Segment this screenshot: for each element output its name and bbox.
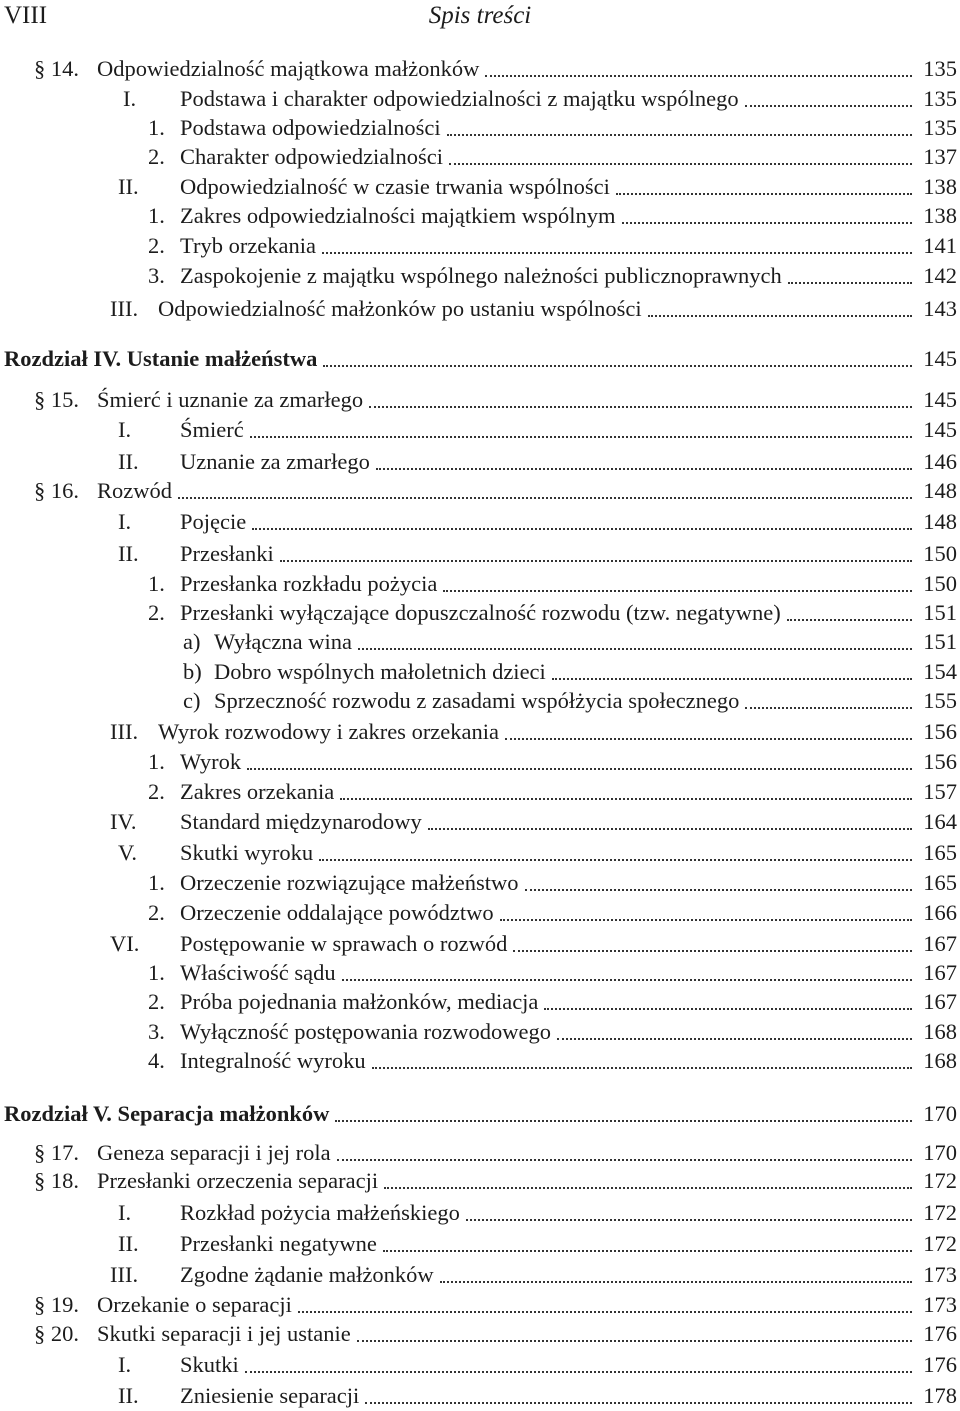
- entry-title: Skutki wyroku: [180, 838, 317, 868]
- entry-title: Zakres odpowiedzialności majątkiem wspólnym: [180, 201, 620, 231]
- dot-leader: [557, 1038, 912, 1040]
- entry-number: 2.: [148, 233, 165, 258]
- dot-leader: [788, 282, 913, 284]
- entry-page-number: 176: [920, 1350, 957, 1380]
- entry-title: Charakter odpowiedzialności: [180, 142, 447, 172]
- entry-title: Zniesienie separacji: [180, 1381, 363, 1411]
- dot-leader: [447, 134, 913, 136]
- entry-page-number: 138: [920, 172, 957, 202]
- entry-title: Orzeczenie rozwiązujące małżeństwo: [180, 868, 523, 898]
- dot-leader: [178, 497, 912, 499]
- entry-page-number: 173: [920, 1260, 957, 1290]
- entry-page-number: 150: [920, 569, 957, 599]
- toc-entry: [0, 569, 960, 599]
- toc-entry: [0, 1260, 960, 1290]
- dot-leader: [500, 919, 913, 921]
- toc-entry: [0, 539, 960, 569]
- toc-entry: [0, 294, 960, 324]
- entry-number: I.: [118, 417, 132, 442]
- entry-title: Przesłanki wyłączające dopuszczalność rozwodu (tzw. negatywne): [180, 598, 785, 628]
- toc-entry: [0, 54, 960, 84]
- entry-number: § 18.: [34, 1168, 79, 1193]
- entry-title: Przesłanki orzeczenia separacji: [97, 1166, 382, 1196]
- dot-leader: [745, 707, 912, 709]
- dot-leader: [369, 406, 912, 408]
- entry-number: V.: [118, 840, 137, 865]
- toc-entry: [0, 415, 960, 445]
- entry-title: Standard międzynarodowy: [180, 807, 426, 837]
- dot-leader: [745, 105, 913, 107]
- entry-title: Zakres orzekania: [180, 777, 338, 807]
- toc-entry: [0, 1290, 960, 1320]
- entry-page-number: 150: [920, 539, 957, 569]
- toc-entry: [0, 1381, 960, 1411]
- dot-leader: [513, 950, 912, 952]
- entry-title: Przesłanka rozkładu pożycia: [180, 569, 441, 599]
- entry-number: § 14.: [34, 56, 79, 81]
- entry-number: II.: [118, 174, 139, 199]
- toc-entry: [0, 838, 960, 868]
- dot-leader: [505, 738, 912, 740]
- dot-leader: [648, 315, 913, 317]
- page-number: VIII: [4, 2, 48, 29]
- entry-title: Odpowiedzialność małżonków po ustaniu wspólności: [158, 294, 646, 324]
- entry-number: 1.: [148, 749, 165, 774]
- dot-leader: [622, 222, 913, 224]
- entry-number: 3.: [148, 1019, 165, 1044]
- dot-leader: [440, 1281, 913, 1283]
- entry-page-number: 155: [920, 686, 957, 716]
- dot-leader: [365, 1402, 912, 1404]
- dot-leader: [280, 560, 913, 562]
- toc-entry: [0, 657, 960, 687]
- entry-number: III.: [110, 719, 139, 744]
- toc-entry: [0, 717, 960, 747]
- entry-page-number: 135: [920, 54, 957, 84]
- entry-number: III.: [110, 296, 139, 321]
- entry-page-number: 165: [920, 868, 957, 898]
- dot-leader: [342, 979, 913, 981]
- entry-number: 1.: [148, 571, 165, 596]
- dot-leader: [466, 1219, 912, 1221]
- entry-number: § 17.: [34, 1140, 79, 1165]
- entry-page-number: 135: [920, 113, 957, 143]
- entry-title: Tryb orzekania: [180, 231, 320, 261]
- entry-number: I.: [118, 509, 132, 534]
- entry-title: Dobro wspólnych małoletnich dzieci: [214, 657, 550, 687]
- entry-page-number: 176: [920, 1319, 957, 1349]
- entry-title: Śmierć i uznanie za zmarłego: [97, 385, 367, 415]
- entry-number: I.: [123, 86, 137, 111]
- dot-leader: [319, 859, 912, 861]
- entry-number: 4.: [148, 1048, 165, 1073]
- entry-number: b): [183, 659, 202, 684]
- page-header: [0, 0, 960, 34]
- toc-entry: [0, 507, 960, 537]
- entry-number: 1.: [148, 870, 165, 895]
- dot-leader: [787, 619, 912, 621]
- dot-leader: [340, 798, 912, 800]
- dot-leader: [322, 252, 912, 254]
- entry-number: 2.: [148, 144, 165, 169]
- dot-leader: [337, 1159, 913, 1161]
- toc-entry: [0, 747, 960, 777]
- entry-number: § 15.: [34, 387, 79, 412]
- toc-entry: [0, 686, 960, 716]
- dot-leader: [357, 1340, 913, 1342]
- entry-number: IV.: [110, 809, 137, 834]
- dot-leader: [247, 768, 912, 770]
- entry-title: Sprzeczność rozwodu z zasadami współżycia społecznego: [214, 686, 743, 716]
- entry-page-number: 151: [920, 627, 957, 657]
- toc-entry: [0, 113, 960, 143]
- entry-page-number: 172: [920, 1198, 957, 1228]
- entry-number: a): [183, 629, 201, 654]
- dot-leader: [250, 436, 913, 438]
- toc-entry: [0, 598, 960, 628]
- toc-entry: [0, 929, 960, 959]
- toc-entry: [0, 447, 960, 477]
- entry-title: Orzekanie o separacji: [97, 1290, 296, 1320]
- entry-number: 1.: [148, 115, 165, 140]
- toc-entry: [0, 898, 960, 928]
- entry-number: 2.: [148, 600, 165, 625]
- toc-entry: [0, 1198, 960, 1228]
- toc-entry: [0, 142, 960, 172]
- entry-title: Rozkład pożycia małżeńskiego: [180, 1198, 464, 1228]
- entry-page-number: 168: [920, 1046, 957, 1076]
- entry-page-number: 151: [920, 598, 957, 628]
- entry-page-number: 142: [920, 261, 957, 291]
- entry-page-number: 170: [920, 1138, 957, 1168]
- toc-entry: [0, 1046, 960, 1076]
- entry-title: Wyłączność postępowania rozwodowego: [180, 1017, 555, 1047]
- entry-title: Integralność wyroku: [180, 1046, 370, 1076]
- entry-page-number: 167: [920, 987, 957, 1017]
- entry-number: 2.: [148, 779, 165, 804]
- entry-number: 1.: [148, 960, 165, 985]
- chapter-heading: [0, 344, 960, 374]
- toc-entry: [0, 807, 960, 837]
- toc-entry: [0, 84, 960, 114]
- dot-leader: [323, 365, 912, 367]
- dot-leader: [449, 163, 912, 165]
- toc-entry: [0, 172, 960, 202]
- toc-entry: [0, 261, 960, 291]
- entry-number: § 16.: [34, 478, 79, 503]
- entry-number: II.: [118, 449, 139, 474]
- toc-entry: [0, 1138, 960, 1168]
- entry-title: Przesłanki negatywne: [180, 1229, 381, 1259]
- dot-leader: [552, 678, 912, 680]
- entry-page-number: 143: [920, 294, 957, 324]
- entry-title: Wyrok rozwodowy i zakres orzekania: [158, 717, 503, 747]
- toc-entry: [0, 1166, 960, 1196]
- entry-title: Próba pojednania małżonków, mediacja: [180, 987, 542, 1017]
- entry-number: I.: [118, 1352, 132, 1377]
- entry-number: 3.: [148, 263, 165, 288]
- entry-page-number: 167: [920, 929, 957, 959]
- entry-page-number: 156: [920, 717, 957, 747]
- entry-page-number: 157: [920, 777, 957, 807]
- toc-entry: [0, 1017, 960, 1047]
- toc-entry: [0, 201, 960, 231]
- entry-title: Rozdział V. Separacja małżonków: [4, 1099, 333, 1129]
- entry-number: 2.: [148, 900, 165, 925]
- entry-page-number: 165: [920, 838, 957, 868]
- entry-page-number: 173: [920, 1290, 957, 1320]
- entry-page-number: 167: [920, 958, 957, 988]
- entry-number: I.: [118, 1200, 132, 1225]
- entry-title: Rozdział IV. Ustanie małżeństwa: [4, 344, 321, 374]
- entry-title: Wyrok: [180, 747, 245, 777]
- dot-leader: [335, 1120, 912, 1122]
- entry-title: Podstawa odpowiedzialności: [180, 113, 445, 143]
- toc-entry: [0, 1350, 960, 1380]
- entry-number: II.: [118, 541, 139, 566]
- entry-page-number: 141: [920, 231, 957, 261]
- entry-page-number: 166: [920, 898, 957, 928]
- entry-title: Wyłączna wina: [214, 627, 356, 657]
- entry-title: Skutki separacji i jej ustanie: [97, 1319, 355, 1349]
- entry-page-number: 148: [920, 507, 957, 537]
- entry-title: Odpowiedzialność majątkowa małżonków: [97, 54, 483, 84]
- running-title: Spis treści: [428, 2, 532, 29]
- entry-number: II.: [118, 1383, 139, 1408]
- entry-number: 1.: [148, 203, 165, 228]
- dot-leader: [544, 1008, 912, 1010]
- toc-entry: [0, 231, 960, 261]
- entry-number: c): [183, 688, 201, 713]
- dot-leader: [376, 468, 912, 470]
- dot-leader: [428, 828, 912, 830]
- entry-page-number: 168: [920, 1017, 957, 1047]
- dot-leader: [443, 590, 912, 592]
- dot-leader: [245, 1371, 912, 1373]
- dot-leader: [298, 1311, 912, 1313]
- entry-page-number: 156: [920, 747, 957, 777]
- entry-title: Uznanie za zmarłego: [180, 447, 374, 477]
- entry-page-number: 164: [920, 807, 957, 837]
- entry-page-number: 172: [920, 1166, 957, 1196]
- entry-page-number: 145: [920, 385, 957, 415]
- entry-page-number: 145: [920, 344, 957, 374]
- entry-page-number: 148: [920, 476, 957, 506]
- dot-leader: [384, 1187, 912, 1189]
- dot-leader: [616, 193, 912, 195]
- entry-title: Zaspokojenie z majątku wspólnego należności publicznoprawnych: [180, 261, 786, 291]
- entry-page-number: 138: [920, 201, 957, 231]
- toc-entry: [0, 1229, 960, 1259]
- entry-number: II.: [118, 1231, 139, 1256]
- dot-leader: [525, 889, 913, 891]
- entry-number: III.: [110, 1262, 139, 1287]
- entry-title: Przesłanki: [180, 539, 278, 569]
- entry-page-number: 137: [920, 142, 957, 172]
- entry-title: Podstawa i charakter odpowiedzialności z majątku wspólnego: [180, 84, 743, 114]
- entry-page-number: 146: [920, 447, 957, 477]
- dot-leader: [372, 1067, 913, 1069]
- dot-leader: [252, 528, 912, 530]
- entry-number: § 20.: [34, 1321, 79, 1346]
- entry-title: Właściwość sądu: [180, 958, 340, 988]
- entry-page-number: 178: [920, 1381, 957, 1411]
- entry-title: Rozwód: [97, 476, 176, 506]
- toc-entry: [0, 958, 960, 988]
- entry-page-number: 145: [920, 415, 957, 445]
- entry-page-number: 154: [920, 657, 957, 687]
- dot-leader: [358, 648, 912, 650]
- entry-page-number: 170: [920, 1099, 957, 1129]
- entry-title: Geneza separacji i jej rola: [97, 1138, 335, 1168]
- entry-title: Śmierć: [180, 415, 248, 445]
- entry-page-number: 172: [920, 1229, 957, 1259]
- entry-title: Odpowiedzialność w czasie trwania wspólności: [180, 172, 614, 202]
- chapter-heading: [0, 1099, 960, 1129]
- entry-page-number: 135: [920, 84, 957, 114]
- entry-title: Pojęcie: [180, 507, 250, 537]
- toc-entry: [0, 627, 960, 657]
- entry-title: Orzeczenie oddalające powództwo: [180, 898, 498, 928]
- entry-number: VI.: [110, 931, 140, 956]
- toc-entry: [0, 777, 960, 807]
- toc-entry: [0, 987, 960, 1017]
- toc-entry: [0, 476, 960, 506]
- entry-title: Zgodne żądanie małżonków: [180, 1260, 438, 1290]
- entry-number: § 19.: [34, 1292, 79, 1317]
- dot-leader: [485, 75, 912, 77]
- entry-title: Postępowanie w sprawach o rozwód: [180, 929, 511, 959]
- dot-leader: [383, 1250, 912, 1252]
- toc-entry: [0, 1319, 960, 1349]
- toc-entry: [0, 868, 960, 898]
- toc-entry: [0, 385, 960, 415]
- entry-number: 2.: [148, 989, 165, 1014]
- entry-title: Skutki: [180, 1350, 243, 1380]
